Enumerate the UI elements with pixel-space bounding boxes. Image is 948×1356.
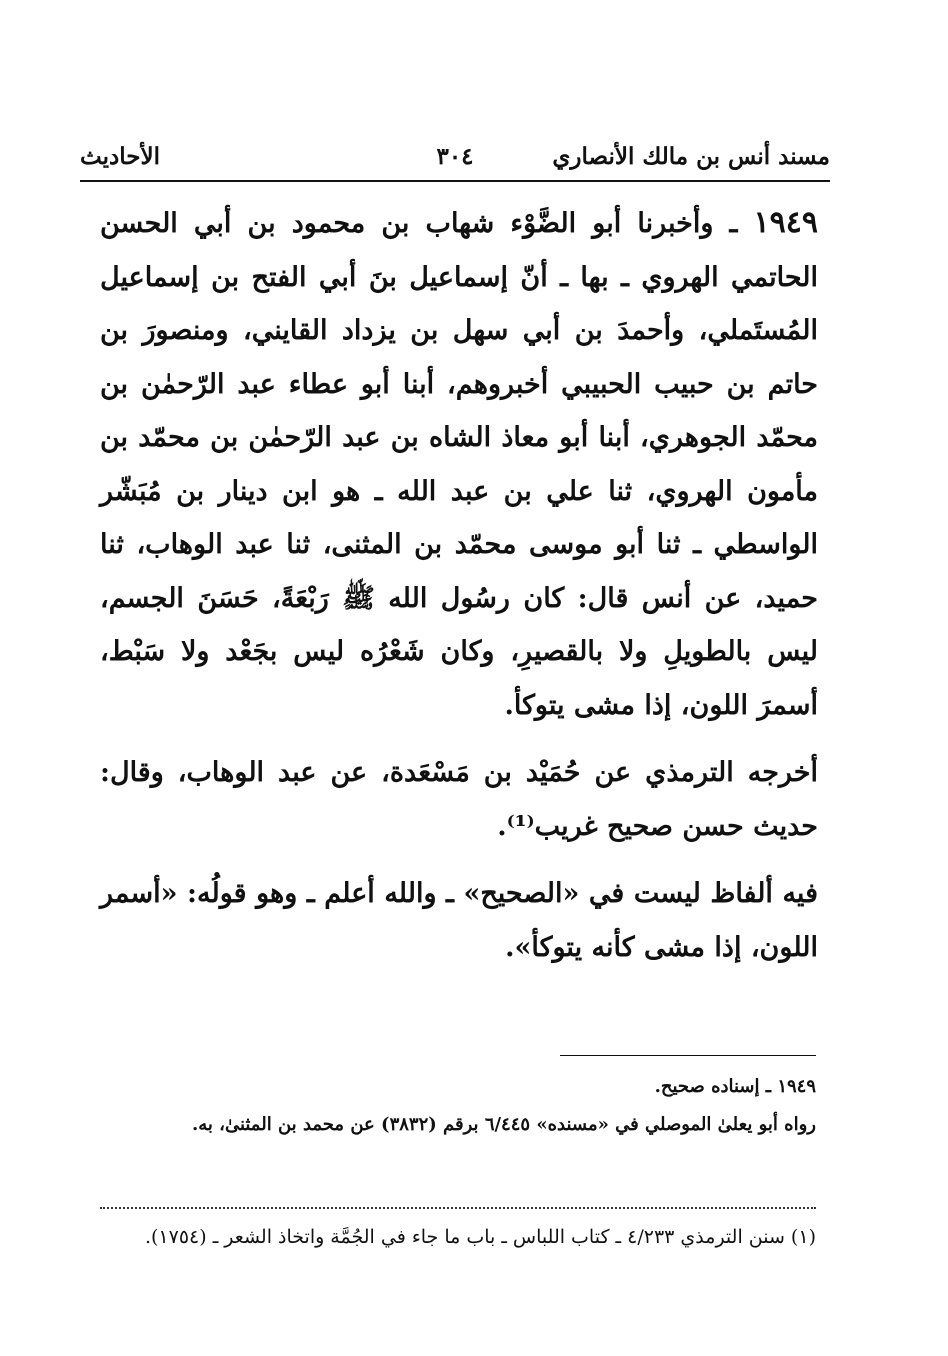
page-number: ٣٠٤ xyxy=(436,142,474,170)
notes-block xyxy=(100,1068,816,1144)
notes-rule xyxy=(560,1055,816,1056)
main-text xyxy=(100,196,818,988)
book-title: مسند أنس بن مالك الأنصاري xyxy=(552,142,830,170)
hadith-number: ١٩٤٩ xyxy=(753,205,818,240)
hadith-paragraph xyxy=(100,196,818,732)
note-line: رواه أبو يعلىٰ الموصلي في «مسنده» ٦/٤٤٥ برقم (٣٨٣٢) عن محمد بن المثنىٰ، به. xyxy=(191,1114,816,1135)
footnote-divider xyxy=(100,1207,816,1209)
footnote-text: (١) سنن الترمذي ٤/٢٣٣ ـ كتاب اللباس ـ باب ما جاء في الجُمَّة واتخاذ الشعر ـ (١٧٥٤). xyxy=(144,1226,816,1248)
hadith-text: ـ وأخبرنا أبو الضَّوْء شهاب بن محمود بن أبي الحسن الحاتمي الهروي ـ بها ـ أنّ إسماعيل بنَ أبي الفتح بن إسماعيل المُستَملي، وأحمدَ بن أبي سهل بن يزداد القايني، ومنصورَ بن حاتم بن حبيب الحبيبي أخبروهم، أبنا أبو عطاء عبد الرّحمٰن بن محمّد الجوهري، أبنا أبو معاذ الشاه بن عبد الرّحمٰن بن محمّد بن مأمون الهروي، ثنا علي بن عبد الله ـ هو ابن دينار بن مُبَشّر الواسطي ـ ثنا أبو موسى محمّد بن المثنى، ثنا عبد الوهاب، ثنا حميد، عن أنس قال: كان رسُول الله ﷺ رَبْعَةً، حَسَنَ الجسم، ليس بالطويلِ ولا بالقصيرِ، وكان شَعْرُه ليس بجَعْد ولا سَبْط، أسمرَ اللون، إذا مشى يتوكأ. xyxy=(100,208,818,721)
commentary-paragraph: أخرجه الترمذي عن حُمَيْد بن مَسْعَدة، عن عبد الوهاب، وقال: حديث حسن صحيح غريب⁽¹⁾. xyxy=(100,757,818,842)
page-header xyxy=(80,138,830,174)
header-rule xyxy=(80,180,830,182)
commentary-paragraph: فيه ألفاظ ليست في «الصحيح» ـ والله أعلم ـ وهو قولُه: «أسمر اللون، إذا مشى كأنه يتوكأ». xyxy=(100,878,818,963)
footnote xyxy=(100,1218,816,1256)
section-title: الأحاديث xyxy=(80,142,160,170)
note-line: ١٩٤٩ ـ إسناده صحيح. xyxy=(654,1076,816,1097)
